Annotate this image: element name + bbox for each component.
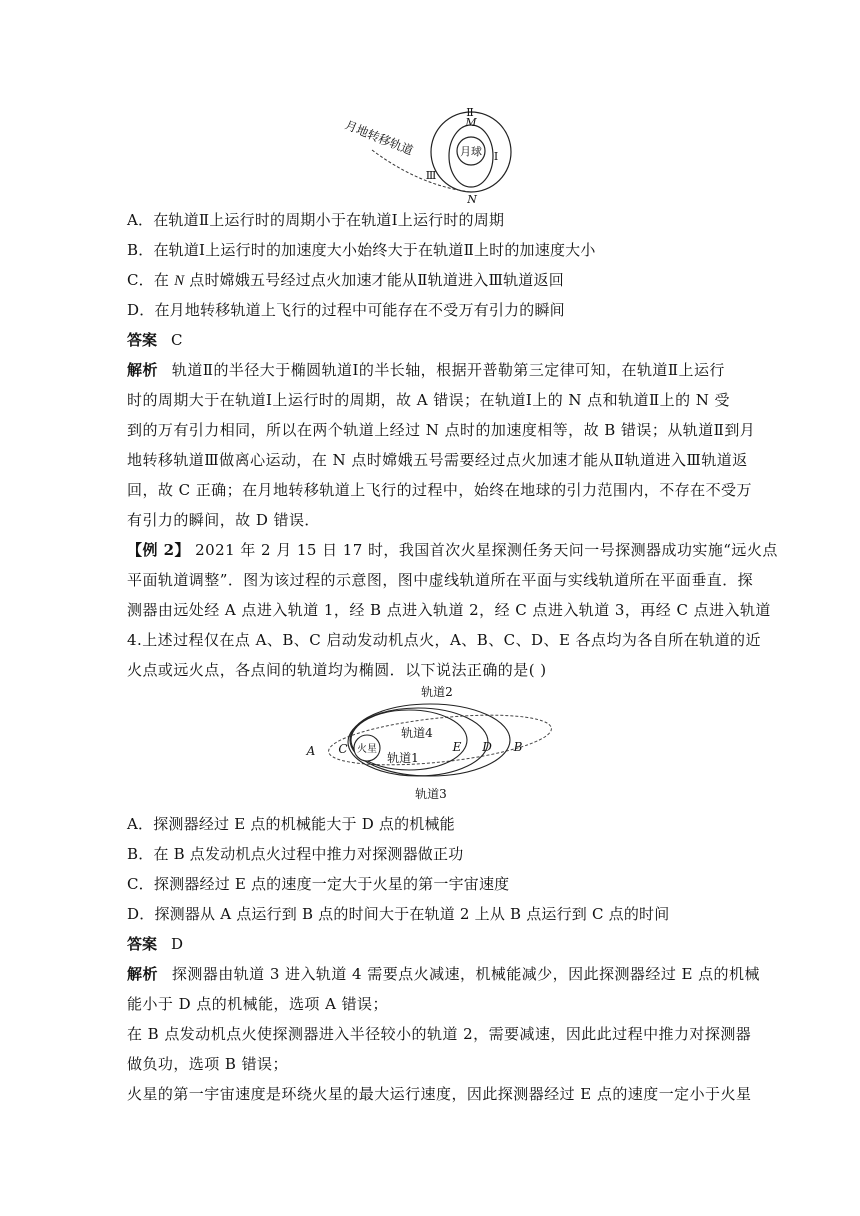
q1-analysis-line-6: 有引力的瞬间，故 D 错误． [127,511,320,529]
mars-orbit-figure [300,684,560,806]
label-orbit-3: Ⅲ [425,169,437,182]
q1-analysis-line-3: 到的万有引力相同，所以在两个轨道上经过 N 点时的加速度相等，故 B 错误；从轨道Ⅱ到月 [127,421,756,439]
q2-option-d: D．探测器从 A 点运行到 B 点的时间大于在轨道 2 上从 B 点运行到 C 点的时间 [127,905,670,923]
q1-option-a: A．在轨道Ⅱ上运行时的周期小于在轨道Ⅰ上运行时的周期 [127,211,505,229]
q1-analysis-line-5: 回，故 C 正确；在月地转移轨道上飞行的过程中，始终在地球的引力范围内，不存在不受万 [127,481,752,499]
q2-stem-line-1: 【例 2】 2021 年 2 月 15 日 17 时，我国首次火星探测任务天问一号探测器成功实施“远火点 [127,541,778,559]
label-mars: 火星 [357,744,377,755]
q2-stem-line-5: 火点或远火点，各点间的轨道均为椭圆．以下说法正确的是( ) [127,661,547,679]
q2-analysis-line-4: 做负功，选项 B 错误； [127,1055,288,1073]
q2-stem-line-2: 平面轨道调整”．图为该过程的示意图，图中虚线轨道所在平面与实线轨道所在平面垂直．探 [127,571,754,589]
transfer-orbit-dashed [372,150,471,192]
q1-option-c: C．在 N 点时嫦娥五号经过点火加速才能从Ⅱ轨道进入Ⅲ轨道返回 [127,271,564,289]
q1-answer: 答案 C [127,331,183,349]
q1-analysis-line-2: 时的周期大于在轨道Ⅰ上运行时的周期，故 A 错误；在轨道Ⅰ上的 N 点和轨道Ⅱ上的 N 受 [127,391,730,409]
q2-analysis-line-2: 能小于 D 点的机械能，选项 A 错误； [127,995,388,1013]
q1-analysis-line-4: 地转移轨道Ⅲ做离心运动，在 N 点时嫦娥五号需要经过点火加速才能从Ⅱ轨道进入Ⅲ轨道返 [127,451,748,469]
q2-option-b: B．在 B 点发动机点火过程中推力对探测器做正功 [127,845,464,863]
moon-orbit-figure [330,98,520,208]
label-point-b: B [513,740,523,754]
q1-option-b: B．在轨道Ⅰ上运行时的加速度大小始终大于在轨道Ⅱ上时的加速度大小 [127,241,596,259]
q2-analysis-line-3: 在 B 点发动机点火使探测器进入半径较小的轨道 2，需要减速，因此此过程中推力对探测器 [127,1025,752,1043]
q2-stem-line-3: 测器由远处经 A 点进入轨道 1，经 B 点进入轨道 2，经 C 点进入轨道 3，再经 C 点进入轨道 [127,601,771,619]
q2-answer: 答案 D [127,935,184,953]
q2-analysis-line-1: 解析 探测器由轨道 3 进入轨道 4 需要点火减速，机械能减少，因此探测器经过 E 点的机械 [127,965,760,983]
label-orbit-2: 轨道2 [421,685,453,699]
label-point-d: D [482,740,492,754]
q2-stem-line-4: 4.上述过程仅在点 A、B、C 启动发动机点火，A、B、C、D、E 各点均为各自所在轨道的近 [127,631,761,649]
q2-option-a: A．探测器经过 E 点的机械能大于 D 点的机械能 [127,815,455,833]
q2-marker: 例 2 [142,541,175,559]
label-point-c: C [338,742,348,756]
q1-option-d: D．在月地转移轨道上飞行的过程中可能存在不受万有引力的瞬间 [127,301,565,319]
label-orbit-4: 轨道4 [401,726,433,740]
label-transfer-orbit: 月地转移轨道 [342,117,416,158]
label-orbit-1: 轨道1 [387,751,419,765]
q1-analysis-line-1: 解析 轨道Ⅱ的半径大于椭圆轨道Ⅰ的半长轴，根据开普勒第三定律可知，在轨道Ⅱ上运行 [127,361,725,379]
label-orbit-1: Ⅰ [493,150,499,163]
label-point-a: A [306,744,316,758]
label-moon: 月球 [460,145,482,158]
q2-analysis-line-5: 火星的第一宇宙速度是环绕火星的最大运行速度，因此探测器经过 E 点的速度一定小于火星 [127,1085,752,1103]
label-orbit-2: Ⅱ [466,106,474,119]
label-point-m: M [465,116,477,129]
q2-option-c: C．探测器经过 E 点的速度一定大于火星的第一宇宙速度 [127,875,510,893]
label-point-e: E [452,740,462,754]
label-orbit-3: 轨道3 [415,787,447,801]
label-point-n: N [467,193,477,206]
